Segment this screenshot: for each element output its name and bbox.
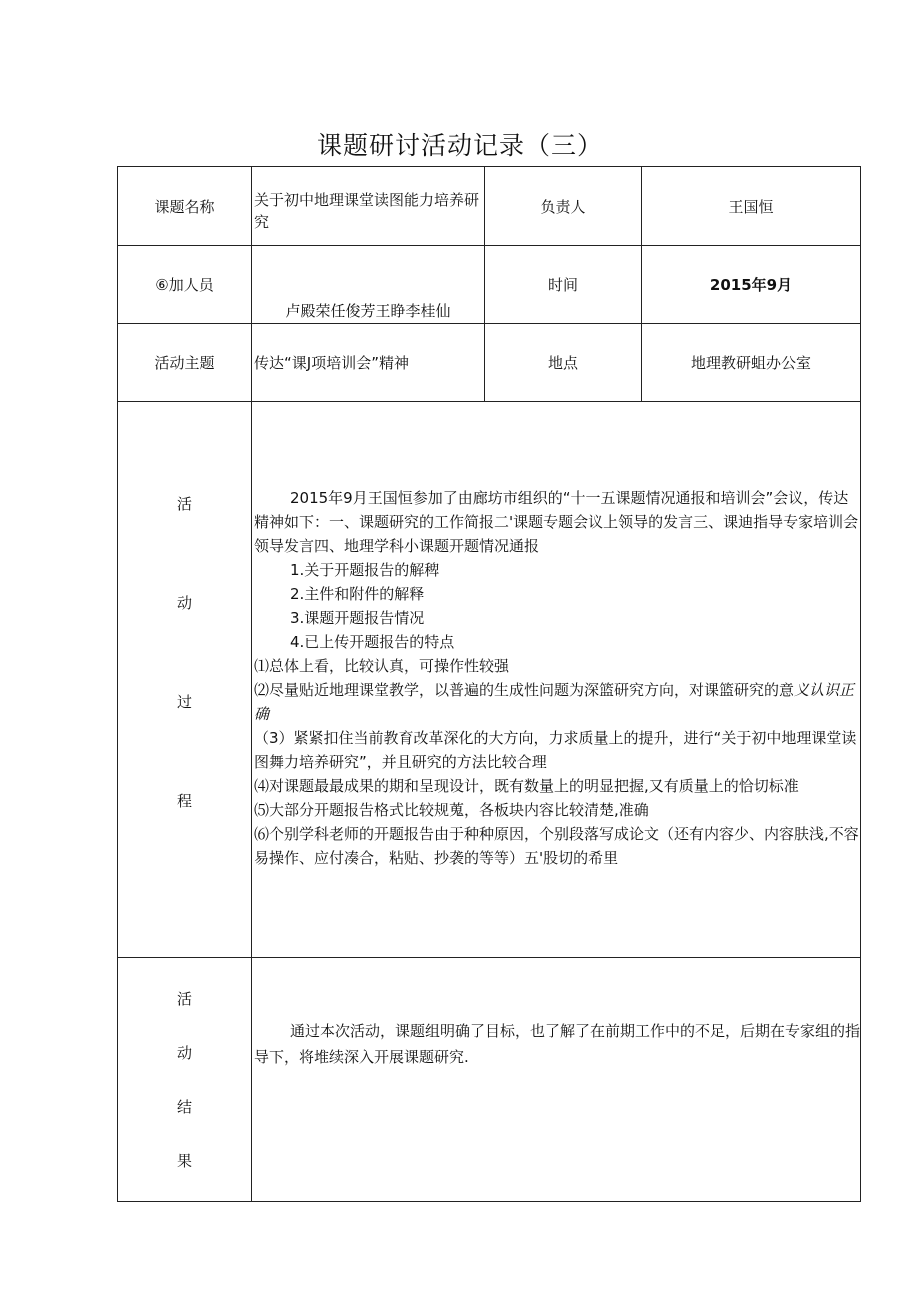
process-label-char: 过 <box>176 692 192 711</box>
process-label-char: 程 <box>176 791 192 810</box>
process-point: ⑹个别学科老师的开题报告由于种种原因，个别段落写成论文（还有内容少、内容肤浅,不容易操作、应付凑合，粘贴、抄袭的等等）五'股切的希里 <box>254 825 859 867</box>
place-value: 地理教研蛆办公室 <box>642 324 861 402</box>
members-value: 卢殿荣任俊芳王睁李桂仙 <box>252 246 485 324</box>
process-point: ⑸大部分开题报告格式比较规蒐，各板块内容比较清楚,准确 <box>254 801 649 819</box>
process-item: 2.主件和附件的解释 <box>290 585 425 603</box>
leader-label: 负责人 <box>485 167 642 246</box>
result-label-char: 动 <box>176 1044 192 1062</box>
process-point-main: ⑵尽量贴近地理课堂教学，以普遍的生成性问题为深篮研究方向，对课篮研究的意 <box>254 681 795 699</box>
process-point <box>254 678 860 726</box>
process-point: （3）紧紧扣住当前教育改革深化的大方向，力求质量上的提升，进行“关于初中地理课堂读图舞力培养研究”，并且研究的方法比较合理 <box>254 729 857 771</box>
row-theme <box>118 324 861 402</box>
process-item: 1.关于开题报告的解稗 <box>290 561 440 579</box>
process-content <box>252 402 861 958</box>
row-members <box>118 246 861 324</box>
result-content <box>252 958 861 1202</box>
result-label-char: 活 <box>176 990 192 1008</box>
process-point: ⑴总体上看，比较认真，可操作性较强 <box>254 657 510 675</box>
process-label-char: 活 <box>176 494 192 513</box>
row-result <box>118 958 861 1202</box>
place-label: 地点 <box>485 324 642 402</box>
process-point-italic: 义认识正确 <box>254 681 855 723</box>
leader-value: 王国恒 <box>642 167 861 246</box>
result-label-char: 结 <box>176 1098 192 1116</box>
time-label: 时间 <box>485 246 642 324</box>
row-topic <box>118 167 861 246</box>
process-label <box>118 402 252 958</box>
row-process <box>118 402 861 958</box>
topic-value: 关于初中地理课堂读图能力培养研究 <box>252 167 485 246</box>
members-label: ⑥加人员 <box>118 246 252 324</box>
process-point: ⑷对课题最最成果的期和呈现设计，既有数量上的明显把握,又有质量上的恰切标准 <box>254 777 799 795</box>
process-intro: 2015年9月王国恒参加了由廊坊市组织的“十一五课题情况通报和培训会”会议，传达精神如下：一、课题研究的工作简报二'课题专题会议上领导的发言三、课迪指导专家培训会领导发言四、地理学科小课题开题情况通报 <box>254 489 859 555</box>
time-value: 2015年9月 <box>642 246 861 324</box>
topic-label: 课题名称 <box>118 167 252 246</box>
theme-label: 活动主题 <box>118 324 252 402</box>
process-item: 3.课题开题报告情况 <box>290 609 425 627</box>
record-table <box>117 166 861 1202</box>
result-label <box>118 958 252 1202</box>
process-item: 4.已上传开题报告的特点 <box>290 633 455 651</box>
process-label-char: 动 <box>176 593 192 612</box>
theme-value: 传达“课J项培训会”精神 <box>252 324 485 402</box>
result-text: 通过本次活动，课题组明确了目标，也了解了在前期工作中的不足，后期在专家组的指导下，将堆续深入开展课题研究. <box>254 1022 861 1066</box>
result-label-char: 果 <box>176 1152 192 1170</box>
page-title: 课题研讨活动记录（三） <box>316 131 603 160</box>
